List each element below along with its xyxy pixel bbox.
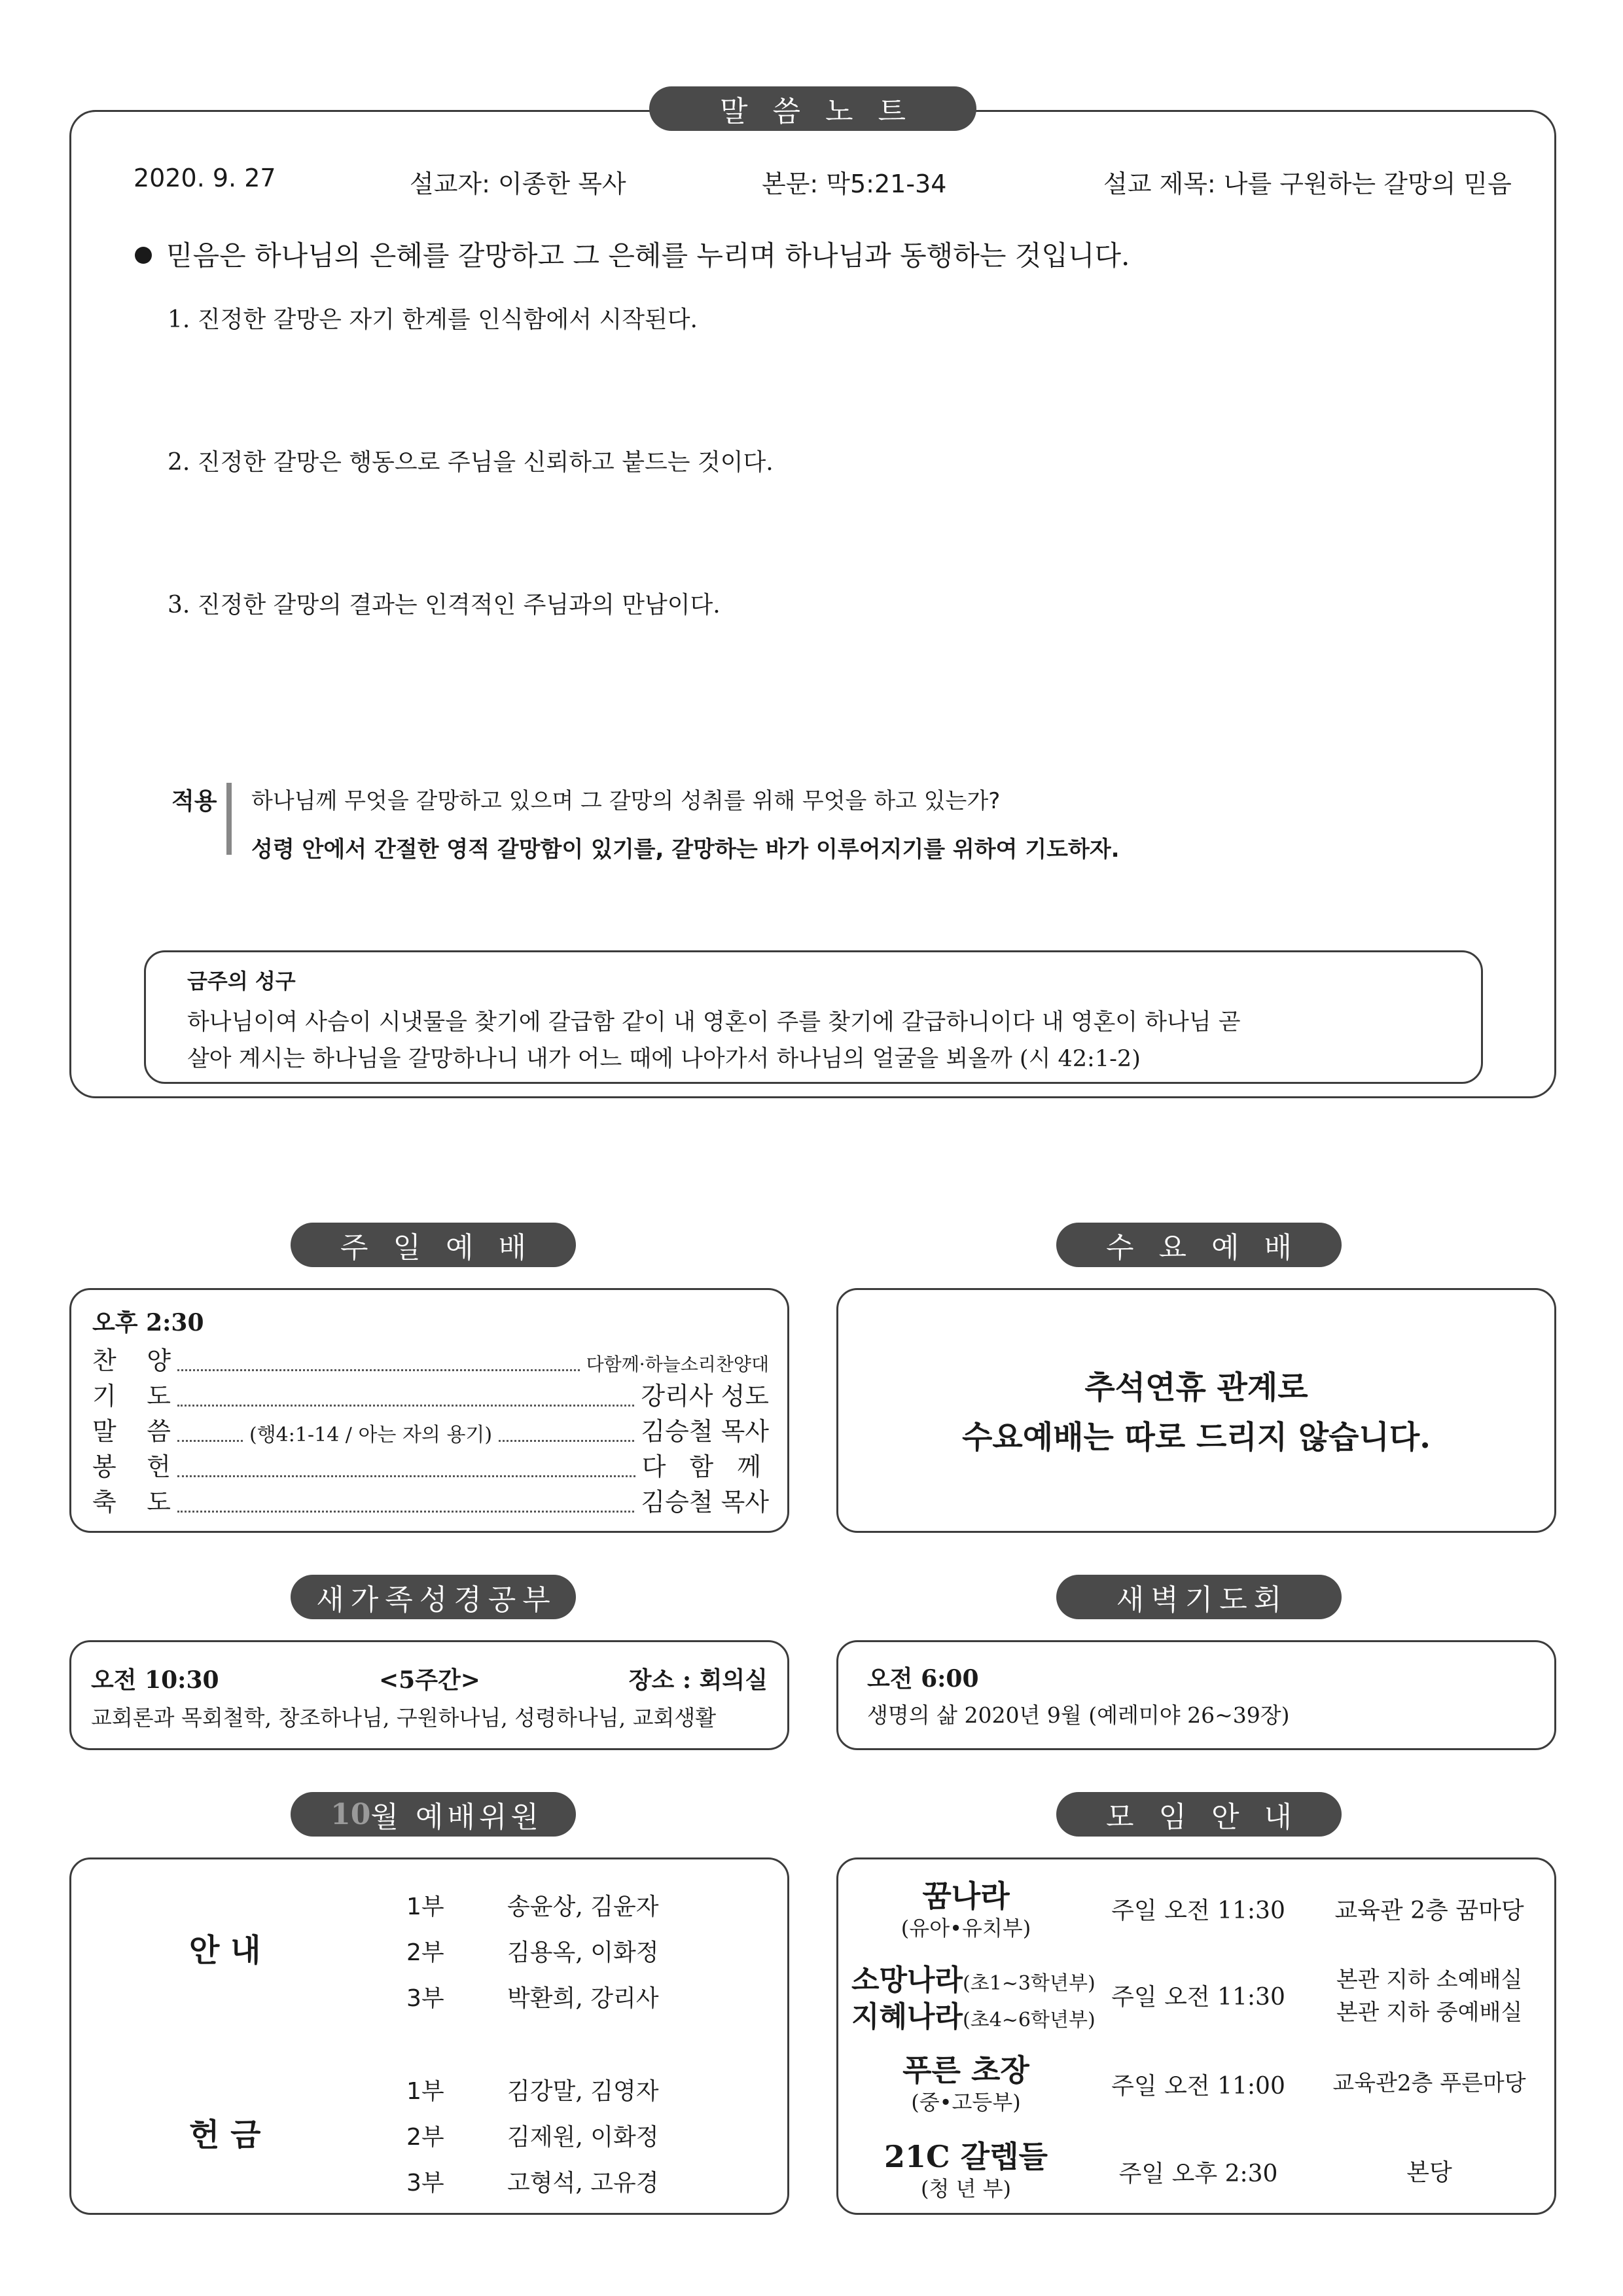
- meeting-place: 본관 지하 소예배실: [1336, 1967, 1523, 1993]
- apply-label: 적용: [171, 788, 217, 815]
- order-value: 다함께·하늘소리찬양대: [586, 1354, 769, 1375]
- meetings-box: [836, 1857, 1556, 2215]
- committee-part: 1부: [406, 2078, 444, 2105]
- main-point: [135, 234, 1130, 274]
- committee-part: 2부: [406, 1939, 444, 1966]
- order-label: 기 도: [92, 1382, 171, 1410]
- meeting-sub: (유아•유치부): [901, 1916, 1031, 1941]
- dawn-time: 오전 6:00: [867, 1665, 979, 1693]
- wednesday-notice-line2: 수요예배는 따로 드리지 않습니다.: [962, 1419, 1431, 1456]
- meeting-name: [851, 1993, 1096, 2035]
- committee-names: 송윤상, 김윤자: [507, 1893, 659, 1920]
- order-middle: (행4:1-14 / 아는 자의 용기): [249, 1424, 493, 1446]
- dotted-leader: [177, 1369, 580, 1371]
- meeting-place: 교육관 2층 꿈마당: [1334, 1897, 1524, 1924]
- wednesday-service-header: 수요예배: [1056, 1223, 1342, 1267]
- dotted-leader: [177, 1511, 634, 1513]
- dawn-prayer-box: [836, 1640, 1556, 1750]
- study-time: 오전 10:30: [91, 1666, 219, 1694]
- committee-names: 고형석, 고유경: [507, 2170, 659, 2197]
- new-family-study-box: [69, 1640, 789, 1750]
- committee-group-usher: 안 내: [189, 1932, 261, 1969]
- meeting-time: 주일 오전 11:30: [1111, 1984, 1285, 2011]
- study-place: 장소 : 회의실: [628, 1666, 768, 1694]
- meeting-time: 주일 오후 2:30: [1118, 2161, 1278, 2187]
- wednesday-notice-line1: 추석연휴 관계로: [1084, 1369, 1308, 1406]
- point-3: 3. 진정한 갈망의 결과는 인격적인 주님과의 만남이다.: [168, 592, 721, 619]
- order-label: 말 씀: [92, 1417, 171, 1446]
- committee-group-offering: 헌 금: [189, 2117, 261, 2153]
- committee-header: [291, 1792, 576, 1837]
- committee-header-month: 10: [330, 1797, 371, 1831]
- meeting-name: 푸른 초장: [902, 2053, 1029, 2088]
- meeting-name-main: 소망나라: [851, 1964, 963, 1997]
- sunday-order: [92, 1342, 769, 1519]
- meeting-name: 꿈나라: [922, 1878, 1010, 1914]
- dawn-prayer-header: 새벽기도회: [1056, 1575, 1342, 1619]
- order-value: 김승철 목사: [641, 1488, 769, 1516]
- sermon-preacher: 설교자: 이종한 목사: [410, 170, 626, 198]
- meeting-place: 교육관2층 푸른마당: [1332, 2070, 1526, 2096]
- committee-part: 1부: [406, 1893, 444, 1920]
- main-point-text: 믿음은 하나님의 은혜를 갈망하고 그 은혜를 누리며 하나님과 동행하는 것입니다.: [166, 240, 1130, 272]
- dotted-leader: [177, 1405, 634, 1407]
- weekly-verse-label: 금주의 성구: [187, 969, 296, 994]
- study-duration: <5주간>: [379, 1666, 480, 1694]
- order-row-benediction: [92, 1484, 769, 1518]
- wednesday-service-box: [836, 1288, 1556, 1533]
- meeting-place: 본당: [1406, 2159, 1452, 2186]
- order-row-offering: [92, 1448, 769, 1482]
- apply-question: 하나님께 무엇을 갈망하고 있으며 그 갈망의 성취를 위해 무엇을 하고 있는가?: [251, 788, 1001, 814]
- committee-names: 김제원, 이화정: [507, 2124, 659, 2151]
- order-row-prayer: [92, 1378, 769, 1412]
- study-topics: 교회론과 목회철학, 창조하나님, 구원하나님, 성령하나님, 교회생활: [91, 1705, 717, 1731]
- sermon-text: 본문: 막5:21-34: [762, 170, 947, 198]
- meeting-name-sub: (초4~6학년부): [963, 2009, 1096, 2032]
- meeting-place: 본관 지하 중예배실: [1336, 2000, 1523, 2026]
- committee-header-text: 월 예배위원: [370, 1801, 543, 1834]
- meeting-time: 주일 오전 11:30: [1111, 1897, 1285, 1924]
- weekly-verse-line1: 하나님이여 사슴이 시냇물을 찾기에 갈급함 같이 내 영혼이 주를 찾기에 갈급하니이다 내 영혼이 하나님 곧: [187, 1009, 1241, 1035]
- weekly-verse-line2: 살아 계시는 하나님을 갈망하나니 내가 어느 때에 나아가서 하나님의 얼굴을 뵈올까 (시 42:1-2): [187, 1046, 1141, 1072]
- meetings-header: 모임안내: [1056, 1792, 1342, 1837]
- order-value: 강리사 성도: [641, 1382, 769, 1410]
- meeting-sub: (청 년 부): [920, 2176, 1012, 2201]
- committee-part: 3부: [406, 1985, 444, 2012]
- order-label: 봉 헌: [92, 1452, 171, 1481]
- new-family-study-header: 새가족성경공부: [291, 1575, 576, 1619]
- sunday-service-box: [69, 1288, 789, 1533]
- sermon-title: 설교 제목: 나를 구원하는 갈망의 믿음: [1103, 170, 1512, 198]
- committee-part: 2부: [406, 2124, 444, 2151]
- order-row-sermon: [92, 1413, 769, 1447]
- committee-part: 3부: [406, 2170, 444, 2197]
- bullet-icon: [135, 247, 152, 264]
- dotted-leader: [177, 1440, 243, 1442]
- sunday-service-header: 주일예배: [291, 1223, 576, 1267]
- meeting-name: 21C 갈렙들: [884, 2139, 1048, 2174]
- point-1: 1. 진정한 갈망은 자기 한계를 인식함에서 시작된다.: [168, 306, 698, 333]
- order-row-praise: [92, 1342, 769, 1376]
- order-value: 다 함 께: [641, 1452, 769, 1481]
- committee-names: 박환희, 강리사: [507, 1985, 659, 2012]
- meeting-name-main: 지혜나라: [851, 2000, 963, 2034]
- meeting-name: [851, 1956, 1096, 1998]
- meeting-name-sub: (초1~3학년부): [963, 1972, 1096, 1995]
- dotted-leader: [177, 1475, 635, 1477]
- dawn-desc: 생명의 삶 2020년 9월 (예레미야 26~39장): [867, 1702, 1290, 1728]
- sermon-date: 2020. 9. 27: [134, 164, 276, 192]
- sunday-time: 오후 2:30: [92, 1309, 204, 1336]
- order-label: 축 도: [92, 1488, 171, 1516]
- apply-divider: [226, 783, 232, 855]
- committee-names: 김강말, 김영자: [507, 2078, 659, 2105]
- meeting-time: 주일 오전 11:00: [1111, 2073, 1285, 2100]
- order-value: 김승철 목사: [641, 1417, 769, 1446]
- dotted-leader: [499, 1440, 634, 1442]
- order-label: 찬 양: [92, 1346, 171, 1375]
- apply-prayer: 성령 안에서 간절한 영적 갈망함이 있기를, 갈망하는 바가 이루어지기를 위하여 기도하자.: [251, 836, 1120, 863]
- meeting-sub: (중•고등부): [911, 2090, 1021, 2115]
- committee-box: [69, 1857, 789, 2215]
- point-2: 2. 진정한 갈망은 행동으로 주님을 신뢰하고 붙드는 것이다.: [168, 449, 774, 476]
- sermon-note-header: 말씀노트: [649, 86, 976, 131]
- committee-names: 김용옥, 이화정: [507, 1939, 659, 1966]
